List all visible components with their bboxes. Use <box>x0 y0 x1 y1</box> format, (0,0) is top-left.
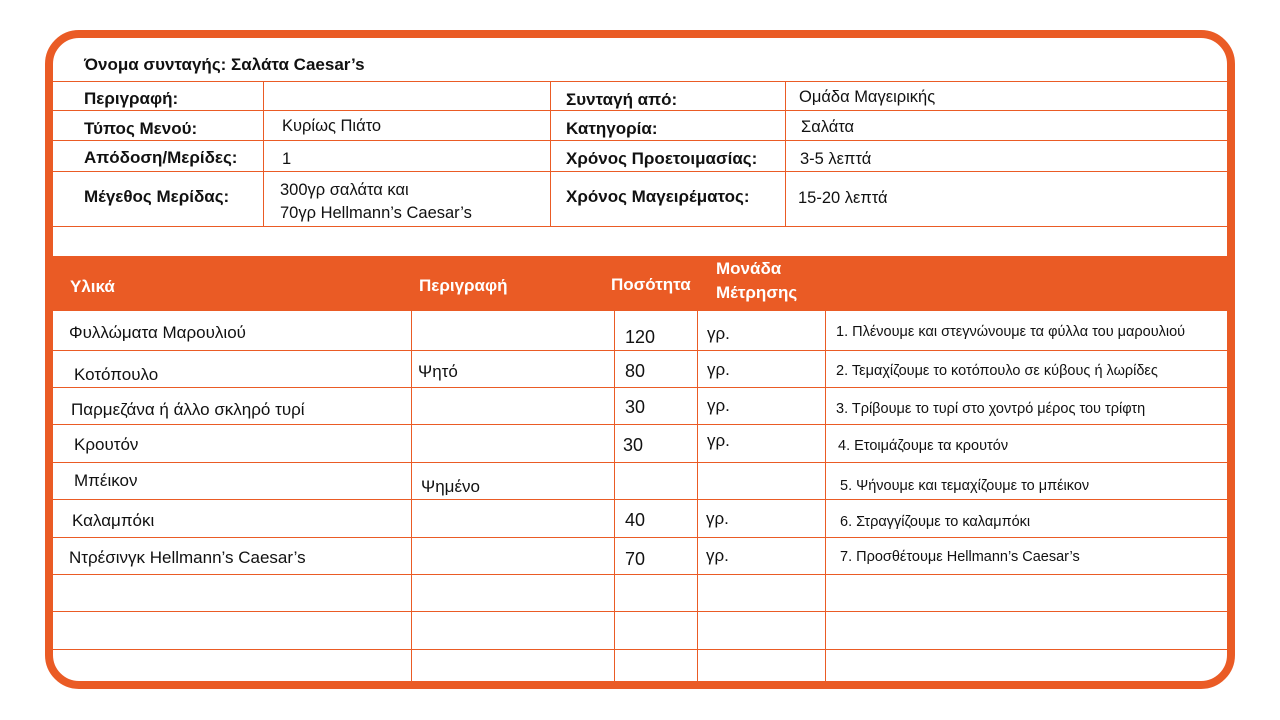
row-divider <box>53 537 1227 538</box>
ingredient-unit: γρ. <box>707 396 730 415</box>
table-col-divider <box>825 311 826 682</box>
ingredient-name: Φυλλώματα Μαρουλιού <box>69 323 246 342</box>
ingredient-unit: γρ. <box>707 360 730 379</box>
ingredient-quantity: 80 <box>625 361 646 381</box>
cook-time-label: Χρόνος Μαγειρέματος: <box>566 187 750 206</box>
preparation-step: 5. Ψήνουμε και τεμαχίζουμε το μπέικον <box>840 478 1090 494</box>
portion-size-line1: 300γρ σαλάτα και <box>280 181 409 199</box>
table-col-divider <box>411 311 412 682</box>
info-divider <box>53 226 1227 227</box>
preparation-step: 2. Τεμαχίζουμε το κοτόπουλο σε κύβους ή λωρίδες <box>836 363 1158 379</box>
ingredient-description: Ψημένο <box>421 477 480 496</box>
ingredient-quantity: 120 <box>625 327 656 347</box>
row-divider <box>53 574 1227 575</box>
menu-type-label: Τύπος Μενού: <box>84 119 198 138</box>
info-col-divider <box>785 81 786 226</box>
description-label: Περιγραφή: <box>84 89 179 108</box>
row-divider <box>53 649 1227 650</box>
recipe-from-label: Συνταγή από: <box>566 90 678 109</box>
preparation-step: 4. Ετοιμάζουμε τα κρουτόν <box>838 438 1009 454</box>
row-divider <box>53 350 1227 351</box>
category-value: Σαλάτα <box>801 118 855 136</box>
info-col-divider <box>550 81 551 226</box>
cook-time-value: 15-20 λεπτά <box>798 189 888 207</box>
yield-value: 1 <box>282 150 292 168</box>
row-divider <box>53 611 1227 612</box>
info-col-divider <box>263 81 264 226</box>
row-divider <box>53 424 1227 425</box>
preparation-step: 6. Στραγγίζουμε το καλαμπόκι <box>840 514 1031 530</box>
ingredient-name: Κρουτόν <box>74 435 139 454</box>
ingredient-unit: γρ. <box>707 431 730 450</box>
ingredient-name: Καλαμπόκι <box>72 511 155 530</box>
menu-type-value: Κυρίως Πιάτο <box>282 117 382 135</box>
category-label: Κατηγορία: <box>566 119 658 138</box>
ingredient-quantity: 70 <box>625 549 646 569</box>
table-col-divider <box>697 311 698 682</box>
prep-time-value: 3-5 λεπτά <box>800 150 872 168</box>
ingredient-name: Κοτόπουλο <box>74 365 159 384</box>
ingredient-name: Ντρέσινγκ Hellmann’s Caesar’s <box>69 548 306 567</box>
header-unit-line1: Μονάδα <box>716 259 782 278</box>
ingredient-quantity: 30 <box>623 435 644 455</box>
row-divider <box>53 387 1227 388</box>
portion-size-label: Μέγεθος Μερίδας: <box>84 187 230 206</box>
info-divider <box>53 171 1227 172</box>
table-col-divider <box>614 311 615 682</box>
ingredient-unit: γρ. <box>706 546 729 565</box>
preparation-step: 1. Πλένουμε και στεγνώνουμε τα φύλλα του μαρουλιού <box>836 324 1186 340</box>
ingredient-unit: γρ. <box>707 324 730 343</box>
preparation-step: 3. Τρίβουμε το τυρί στο χοντρό μέρος του τρίφτη <box>836 401 1146 417</box>
row-divider <box>53 462 1227 463</box>
info-divider <box>53 140 1227 141</box>
ingredient-description: Ψητό <box>418 362 458 381</box>
row-divider <box>53 499 1227 500</box>
header-unit-line2: Μέτρησης <box>716 283 798 302</box>
portion-size-line2: 70γρ Hellmann’s Caesar’s <box>280 204 472 222</box>
info-divider <box>53 110 1227 111</box>
recipe-name: Όνομα συνταγής: Σαλάτα Caesar’s <box>84 55 365 74</box>
ingredient-quantity: 30 <box>625 397 646 417</box>
header-quantity: Ποσότητα <box>611 275 691 294</box>
ingredient-unit: γρ. <box>706 509 729 528</box>
info-divider <box>53 81 1227 82</box>
ingredient-name: Μπέικον <box>74 471 138 490</box>
prep-time-label: Χρόνος Προετοιμασίας: <box>566 149 758 168</box>
yield-label: Απόδοση/Μερίδες: <box>84 148 238 167</box>
recipe-from-value: Ομάδα Μαγειρικής <box>799 88 936 106</box>
header-description: Περιγραφή <box>419 276 508 295</box>
header-ingredients: Υλικά <box>70 277 115 296</box>
ingredient-name: Παρμεζάνα ή άλλο σκληρό τυρί <box>71 400 305 419</box>
ingredient-quantity: 40 <box>625 510 646 530</box>
preparation-step: 7. Προσθέτουμε Hellmann’s Caesar’s <box>840 549 1080 565</box>
